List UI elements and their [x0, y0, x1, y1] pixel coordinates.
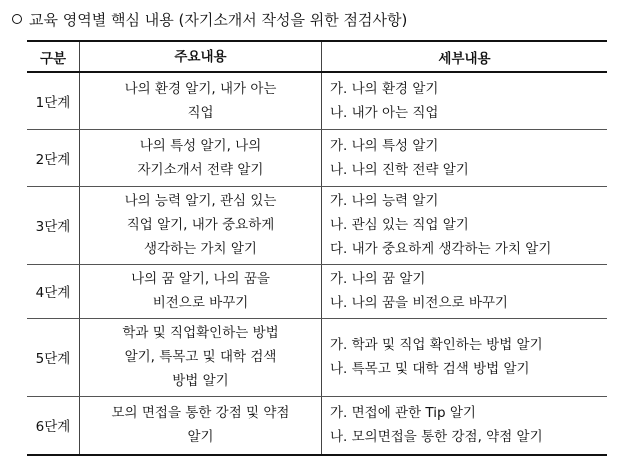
stage-cell: 3단계 — [27, 186, 80, 264]
main-content-line: 생각하는 가치 알기 — [144, 241, 257, 257]
stage-cell: 5단계 — [27, 318, 80, 396]
detail-content-line: 나. 특목고 및 대학 검색 방법 알기 — [330, 361, 530, 377]
detail-content-line: 가. 학과 및 직업 확인하는 방법 알기 — [330, 337, 543, 353]
main-content-cell — [80, 396, 322, 455]
detail-content-line: 가. 면접에 관한 Tip 알기 — [330, 405, 476, 422]
detail-content-cell — [322, 186, 608, 264]
detail-content-cell — [322, 318, 608, 396]
main-content-line: 알기 — [187, 429, 214, 446]
header-detail-content: 세부내용 — [322, 41, 608, 72]
table-row — [27, 396, 607, 455]
main-content-cell — [80, 318, 322, 396]
header-stage: 구분 — [27, 41, 80, 72]
detail-content-line: 다. 내가 중요하게 생각하는 가치 알기 — [330, 241, 552, 257]
detail-content-line: 가. 나의 능력 알기 — [330, 193, 439, 209]
main-content-line: 모의 면접을 통한 강점 및 약점 — [111, 405, 290, 422]
main-content-cell — [80, 264, 322, 318]
stage-cell: 2단계 — [27, 129, 80, 186]
stage-cell: 1단계 — [27, 72, 80, 129]
table-row — [27, 264, 607, 318]
circle-bullet-icon — [12, 14, 22, 24]
main-content-line: 직업 — [187, 104, 214, 121]
detail-content-line: 나. 관심 있는 직업 알기 — [330, 217, 469, 233]
main-content-line: 방법 알기 — [172, 373, 229, 389]
detail-content-cell — [322, 129, 608, 186]
main-content-cell — [80, 186, 322, 264]
detail-content-cell — [322, 264, 608, 318]
section-heading — [12, 6, 407, 32]
detail-content-line: 나. 내가 아는 직업 — [330, 104, 439, 121]
detail-content-cell — [322, 72, 608, 129]
main-content-line: 나의 환경 알기, 내가 아는 — [124, 80, 277, 97]
main-content-line: 학과 및 직업확인하는 방법 — [122, 325, 279, 341]
main-content-cell — [80, 129, 322, 186]
detail-content-line: 나. 모의면접을 통한 강점, 약점 알기 — [330, 429, 543, 446]
detail-content-line: 가. 나의 특성 알기 — [330, 137, 439, 154]
heading-text: 교육 영역별 핵심 내용 (자기소개서 작성을 위한 점검사항) — [29, 10, 408, 29]
main-content-line: 나의 꿈 알기, 나의 꿈을 — [131, 271, 270, 287]
detail-content-line: 나. 나의 꿈을 비전으로 바꾸기 — [330, 295, 508, 311]
table-header-row — [27, 41, 607, 72]
table-row — [27, 129, 607, 186]
stage-cell: 6단계 — [27, 396, 80, 455]
stage-cell: 4단계 — [27, 264, 80, 318]
detail-content-line: 가. 나의 환경 알기 — [330, 80, 439, 97]
detail-content-line: 나. 나의 진학 전략 알기 — [330, 161, 469, 178]
main-content-line: 비전으로 바꾸기 — [152, 295, 249, 311]
main-content-line: 직업 알기, 내가 중요하게 — [126, 217, 275, 233]
header-main-content: 주요내용 — [80, 41, 322, 72]
main-content-line: 나의 능력 알기, 관심 있는 — [124, 193, 277, 209]
curriculum-table — [27, 40, 607, 456]
table-row — [27, 186, 607, 264]
table-row — [27, 72, 607, 129]
main-content-line: 자기소개서 전략 알기 — [137, 161, 264, 178]
detail-content-line: 가. 나의 꿈 알기 — [330, 271, 426, 287]
table-row — [27, 318, 607, 396]
main-content-line: 알기, 특목고 및 대학 검색 — [124, 349, 277, 365]
main-content-cell — [80, 72, 322, 129]
detail-content-cell — [322, 396, 608, 455]
main-content-line: 나의 특성 알기, 나의 — [139, 137, 262, 154]
